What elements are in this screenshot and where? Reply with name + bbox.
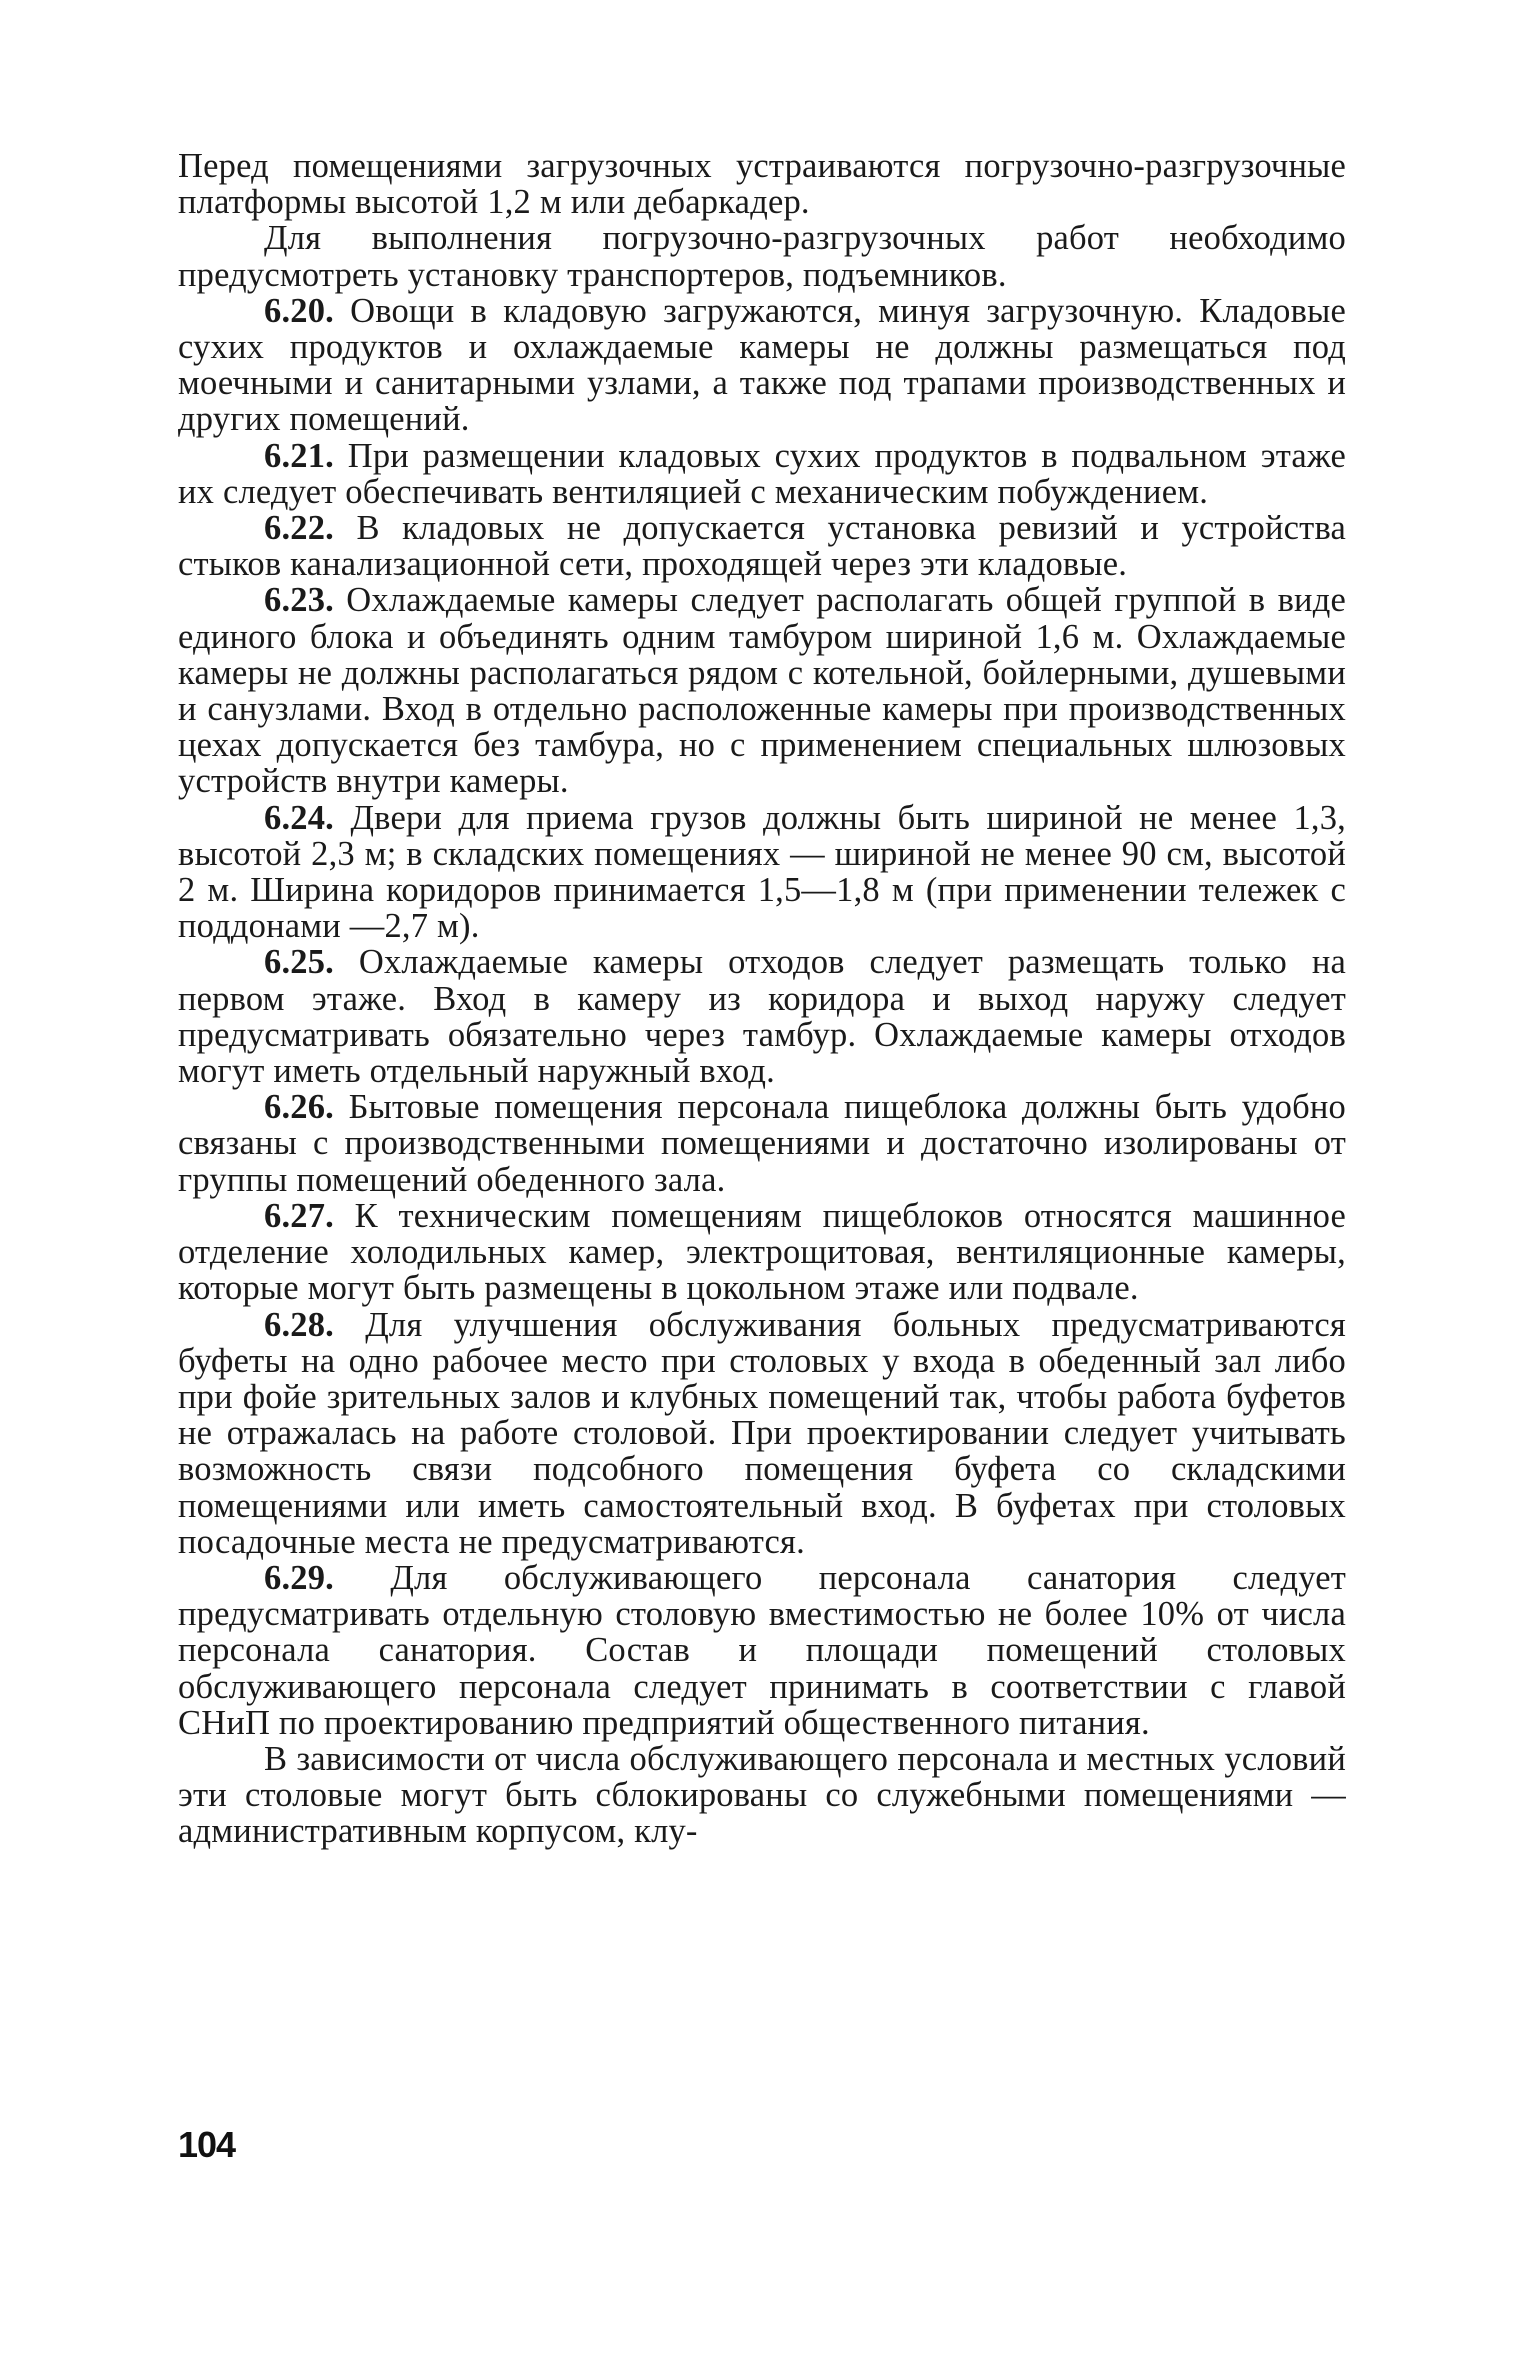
paragraph-text: В зависимости от числа обслуживающего персонала и местных условий эти столовые могут быть сблокированы со служебными помещениями — административным корпусом, клу- — [178, 1739, 1346, 1851]
clause-number: 6.24. — [264, 798, 334, 837]
paragraph-text: Для улучшения обслуживания больных предусматриваются буфеты на одно рабочее место при столовых у входа в обеденный зал либо при фойе зрительных залов и клубных помещений так, чтобы работа буфетов не отражалась на работе столовой. При проектировании следует учитывать возможность связи подсобного помещения буфета со складскими помещениями или иметь самостоятельный вход. В буфетах при столовых посадочные места не предусматриваются. — [178, 1305, 1346, 1561]
clause-number: 6.20. — [264, 291, 334, 330]
paragraph-6-20 — [178, 293, 1346, 438]
paragraph-6-27 — [178, 1198, 1346, 1307]
page-body — [178, 148, 1346, 1850]
paragraph-intro — [178, 148, 1346, 220]
clause-number: 6.28. — [264, 1305, 334, 1344]
paragraph-staff-canteens — [178, 1741, 1346, 1850]
paragraph-text: В кладовых не допускается установка ревизий и устройства стыков канализационной сети, проходящей через эти кладовые. — [178, 509, 1347, 584]
paragraph-6-24 — [178, 800, 1346, 945]
clause-number: 6.26. — [264, 1088, 334, 1127]
paragraph-text: Овощи в кладовую загружаются, минуя загрузочную. Кладовые сухих продуктов и охлаждаемые камеры не должны размещаться под моечными и санитарными узлами, а также под трапами производственных и других помещений. — [178, 291, 1346, 439]
page-number: 104 — [178, 2124, 236, 2165]
paragraph-text: Бытовые помещения персонала пищеблока должны быть удобно связаны с производственными помещениями и достаточно изолированы от группы помещений обеденного зала. — [178, 1088, 1346, 1199]
paragraph-text: Двери для приема грузов должны быть шириной не менее 1,3, высотой 2,3 м; в складских помещениях — шириной не менее 90 см, высотой 2 м. Ширина коридоров принимается 1,5—1,8 м (при применении тележек с поддонами —2,7 м). — [178, 798, 1346, 946]
paragraph-text: Для обслуживающего персонала санатория следует предусматривать отдельную столовую вместимостью не более 10% от числа персонала санатория. Состав и площади помещений столовых обслуживающего персонала следует принимать в соответствии с главой СНиП по проектированию предприятий общественного питания. — [178, 1558, 1347, 1742]
clause-number: 6.27. — [264, 1196, 334, 1235]
clause-number: 6.22. — [264, 509, 334, 548]
paragraph-equipment — [178, 220, 1346, 292]
paragraph-6-23 — [178, 582, 1346, 799]
paragraph-6-28 — [178, 1307, 1346, 1560]
paragraph-text: К техническим помещениям пищеблоков относятся машинное отделение холодильных камер, электрощитовая, вентиляционные камеры, которые могут быть размещены в цокольном этаже или подвале. — [178, 1196, 1347, 1308]
clause-number: 6.25. — [264, 943, 334, 982]
clause-number: 6.29. — [264, 1558, 334, 1597]
paragraph-text: Перед помещениями загрузочных устраиваются погрузочно-разгрузочные платформы высотой 1,2 м или дебаркадер. — [178, 147, 1346, 222]
clause-number: 6.21. — [264, 436, 334, 475]
paragraph-6-21 — [178, 438, 1346, 510]
clause-number: 6.23. — [264, 581, 334, 620]
paragraph-6-26 — [178, 1089, 1346, 1198]
paragraph-text: Охлаждаемые камеры следует располагать общей группой в виде единого блока и объединять одним тамбуром шириной 1,6 м. Охлаждаемые камеры не должны располагаться рядом с котельной, бойлерными, душевыми и санузлами. Вход в отдельно расположенные камеры при производственных цехах допускается без тамбура, но с применением специальных шлюзовых устройств внутри камеры. — [178, 581, 1346, 801]
paragraph-6-22 — [178, 510, 1346, 582]
paragraph-6-25 — [178, 944, 1346, 1089]
paragraph-text: При размещении кладовых сухих продуктов в подвальном этаже их следует обеспечивать вентиляцией с механическим побуждением. — [178, 436, 1347, 511]
paragraph-text: Охлаждаемые камеры отходов следует размещать только на первом этаже. Вход в камеру из коридора и выход наружу следует предусматривать обязательно через тамбур. Охлаждаемые камеры отходов могут иметь отдельный наружный вход. — [178, 943, 1346, 1091]
paragraph-6-29 — [178, 1560, 1346, 1741]
paragraph-text: Для выполнения погрузочно-разгрузочных работ необходимо предусмотреть установку транспортеров, подъемников. — [178, 219, 1346, 294]
